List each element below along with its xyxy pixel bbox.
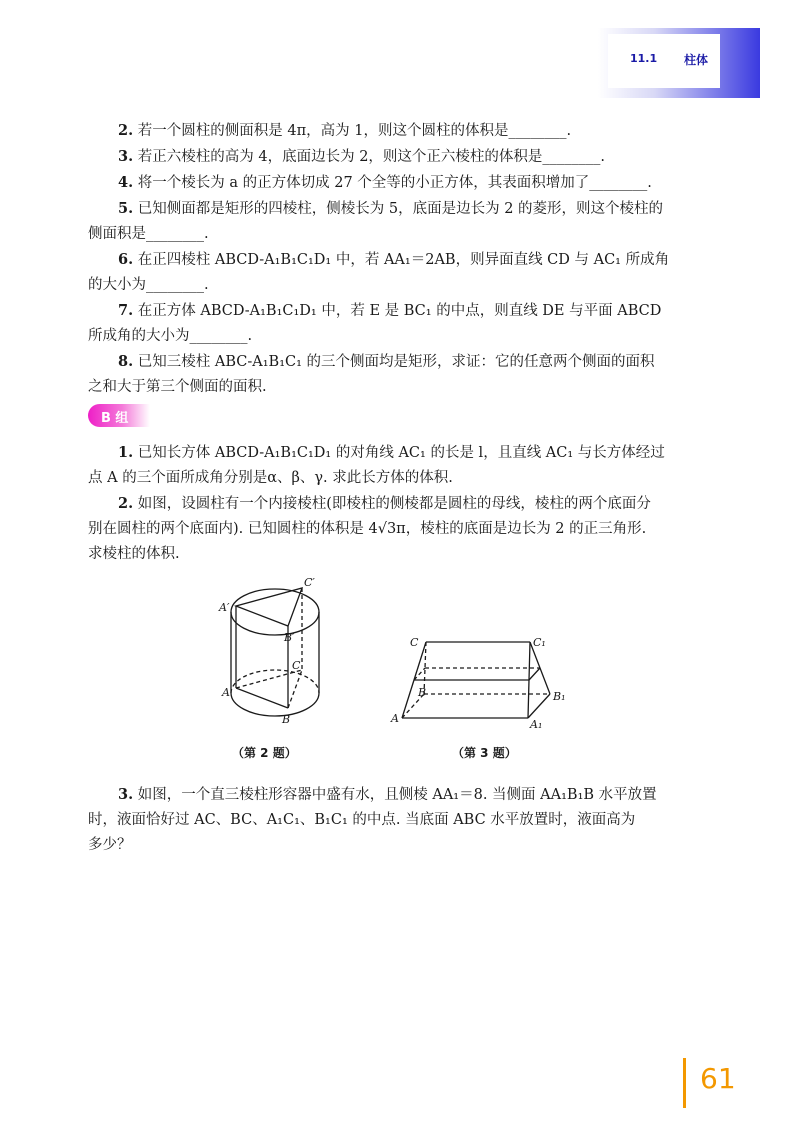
- figure-2-caption: （第 2 题）: [232, 746, 297, 760]
- label-a1: A′: [219, 601, 230, 614]
- label-b: B: [282, 713, 291, 726]
- problem-b1-cont: 点 A 的三个面所成角分别是α、β、γ. 求此长方体的体积.: [88, 470, 453, 486]
- problem-a7-cont: 所成角的大小为________.: [88, 328, 253, 344]
- header-section-number: 11.1: [630, 52, 658, 65]
- prism-bottom-ab: [236, 688, 288, 708]
- prism-bottom-bc: [288, 670, 302, 708]
- problem-b3-cont2: 多少？: [88, 837, 132, 853]
- problem-a7: [88, 298, 706, 324]
- problem-text: 已知侧面都是矩形的四棱柱，侧棱长为 5，底面是边长为 2 的菱形，则这个棱柱的: [137, 201, 664, 217]
- problem-text: 已知长方体 ABCD-A₁B₁C₁D₁ 的对角线 AC₁ 的长是 l，且直线 AC₁ 与长方体经过: [137, 445, 665, 461]
- prism-top-triangle: [236, 588, 302, 626]
- figure-3-caption: （第 3 题）: [452, 746, 517, 760]
- water-level-b1: [529, 668, 540, 680]
- problem-a6: [88, 247, 706, 273]
- problem-number: 4.: [118, 174, 134, 191]
- problem-text: 在正方体 ABCD-A₁B₁C₁D₁ 中，若 E 是 BC₁ 的中点，则直线 DE 与平面 ABCD: [137, 303, 662, 319]
- problem-a5-cont: 侧面积是________.: [88, 226, 209, 242]
- problem-b1: [88, 440, 706, 466]
- label-c: C: [292, 659, 301, 672]
- label-c1: C₁: [533, 636, 546, 649]
- problem-number: 7.: [118, 302, 134, 319]
- label-c: C: [410, 636, 419, 649]
- problem-a5: [88, 196, 706, 222]
- problem-number: 6.: [118, 251, 134, 268]
- figure-2-cylinder: [210, 575, 350, 735]
- problem-b3-cont: 时，液面恰好过 AC、BC、A₁C₁、B₁C₁ 的中点. 当底面 ABC 水平放置时，液面高为: [88, 812, 636, 828]
- problem-a8: [88, 349, 706, 375]
- problem-a4: [88, 170, 706, 196]
- page-number: 61: [700, 1062, 736, 1095]
- problem-number: 2.: [118, 122, 134, 139]
- problem-b2-cont: 别在圆柱的两个底面内). 已知圆柱的体积是 4√3π，棱柱的底面是边长为 2 的正三角形.: [88, 521, 647, 537]
- header-section-title: 柱体: [684, 53, 709, 67]
- page-number-rule: [683, 1058, 686, 1108]
- label-a: A: [222, 686, 230, 699]
- problem-b3: [88, 782, 706, 808]
- prism-bottom-ac: [236, 670, 302, 688]
- cylinder-bottom-front: [231, 693, 319, 716]
- label-c1: C′: [304, 576, 315, 589]
- problem-text: 已知三棱柱 ABC-A₁B₁C₁ 的三个侧面均是矩形，求证：它的任意两个侧面的面积: [137, 354, 655, 370]
- problem-number: 2.: [118, 495, 134, 512]
- problem-a8-cont: 之和大于第三个侧面的面积.: [88, 379, 267, 395]
- problem-number: 8.: [118, 353, 134, 370]
- problem-number: 3.: [118, 786, 134, 803]
- problem-number: 1.: [118, 444, 134, 461]
- group-b-label: B 组: [101, 411, 129, 426]
- cylinder-bottom-back: [231, 670, 319, 693]
- label-b: B: [418, 686, 427, 699]
- label-b1: B₁: [553, 690, 566, 703]
- problem-number: 5.: [118, 200, 134, 217]
- problem-text: 如图，设圆柱有一个内接棱柱(即棱柱的侧棱都是圆柱的母线，棱柱的两个底面分: [137, 496, 651, 512]
- group-b-badge: [88, 404, 150, 427]
- problem-text: 若正六棱柱的高为 4，底面边长为 2，则这个正六棱柱的体积是________.: [137, 149, 606, 165]
- problem-b2-cont2: 求棱柱的体积.: [88, 546, 180, 562]
- label-a1: A₁: [530, 718, 543, 731]
- label-b1: B′: [284, 631, 295, 644]
- problems-group-a: [88, 118, 706, 400]
- figure-3-prism: [390, 630, 580, 740]
- problem-text: 将一个棱长为 a 的正方体切成 27 个全等的小正方体，其表面积增加了________.: [137, 175, 652, 191]
- problem-text: 若一个圆柱的侧面积是 4π，高为 1，则这个圆柱的体积是________.: [137, 123, 572, 139]
- problems-group-b: [88, 440, 706, 567]
- label-a: A: [391, 712, 399, 725]
- problem-text: 在正四棱柱 ABCD-A₁B₁C₁D₁ 中，若 AA₁＝2AB，则异面直线 CD 与 AC₁ 所成角: [137, 252, 670, 268]
- problem-a2: [88, 118, 706, 144]
- problem-a6-cont: 的大小为________.: [88, 277, 209, 293]
- prism-bottom-a1b1: [528, 694, 550, 718]
- problem-b3-block: [88, 782, 706, 858]
- problem-b2: [88, 491, 706, 517]
- problem-number: 3.: [118, 148, 134, 165]
- problem-a3: [88, 144, 706, 170]
- problem-text: 如图，一个直三棱柱形容器中盛有水，且侧棱 AA₁＝8. 当侧面 AA₁B₁B 水平放置: [137, 787, 657, 803]
